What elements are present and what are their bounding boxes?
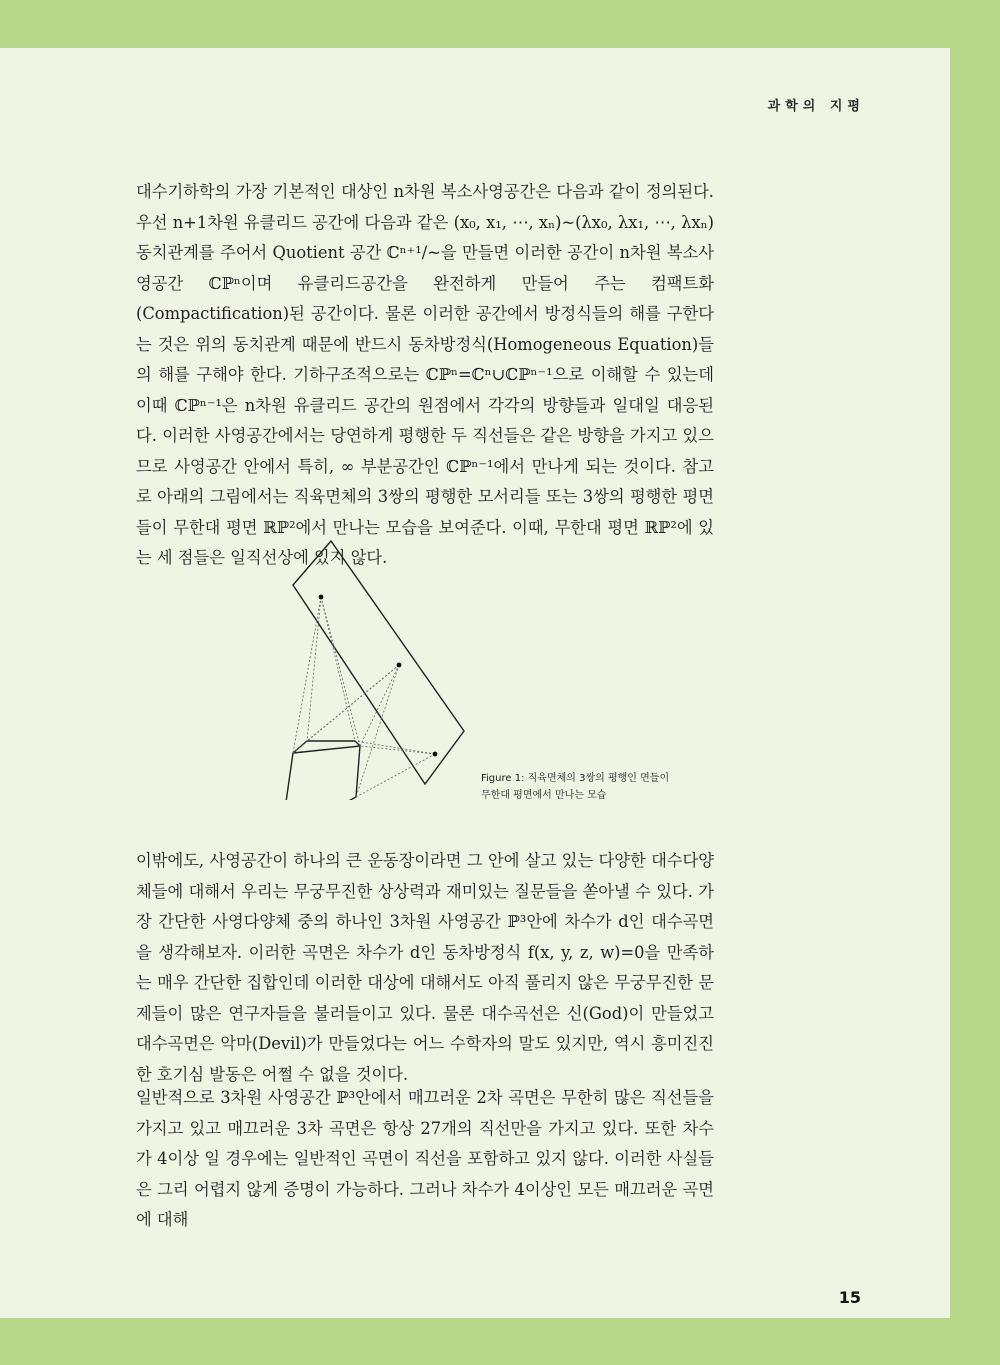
- box-front-face: [281, 746, 360, 800]
- figure-caption-line-2: 무한대 평면에서 만나는 모습: [481, 790, 607, 801]
- figure-caption: [481, 770, 669, 804]
- page-sheet: [0, 48, 950, 1318]
- paragraph-2: 이밖에도, 사영공간이 하나의 큰 운동장이라면 그 안에 살고 있는 다양한 대수다양체들에 대해서 우리는 무궁무진한 상상력과 재미있는 질문들을 쏟아낼 수 있다. 가장 간단한 사영다양체 중의 하나인 3차원 사영공간 ℙ³안에 차수가 d인 대수곡면을 생각해보자. 이러한 곡면은 차수가 d인 동차방정식 f(x, y, z, w)=0을 만족하는 매우 간단한 집합인데 이러한 대상에 대해서도 아직 풀리지 않은 무궁무진한 문제들이 많은 연구자들을 불러들이고 있다. 물론 대수곡선은 신(God)이 만들었고 대수곡면은 악마(Devil)가 만들었다는 어느 수학자의 말도 있지만, 역시 흥미진진한 호기심 발동은 어쩔 수 없을 것이다.: [136, 851, 714, 1084]
- running-header: 과학의 지평: [767, 99, 865, 114]
- paragraph-3: 일반적으로 3차원 사영공간 ℙ³안에서 매끄러운 2차 곡면은 무한히 많은 직선들을 가지고 있고 매끄러운 3차 곡면은 항상 27개의 직선만을 가지고 있다. 또한 차수가 4이상 일 경우에는 일반적인 곡면이 직선을 포함하고 있지 않다. 이러한 사실들은 그리 어렵지 않게 증명이 가능하다. 그러나 차수가 4이상인 모든 매끄러운 곡면에 대해: [136, 1088, 714, 1229]
- figure-caption-line-1: Figure 1: 직육면체의 3쌍의 평행인 면들이: [481, 773, 670, 784]
- infinity-plane: [293, 541, 464, 784]
- paragraph-1: 대수기하학의 가장 기본적인 대상인 n차원 복소사영공간은 다음과 같이 정의된다. 우선 n+1차원 유클리드 공간에 다음과 같은 (x₀, x₁, ⋯, xₙ)~(λx₀, λx₁, ⋯, λxₙ) 동치관계를 주어서 Quotient 공간 ℂⁿ⁺¹/~을 만들면 이러한 공간이 n차원 복소사영공간 ℂℙⁿ이며 유클리드공간을 완전하게 만들어 주는 컴팩트화(Compactification)된 공간이다. 물론 이러한 공간에서 방정식들의 해를 구한다는 것은 위의 동치관계 때문에 반드시 동차방정식(Homogeneous Equation)들의 해를 구해야 한다. 기하구조적으로는 ℂℙⁿ=ℂⁿ∪ℂℙⁿ⁻¹으로 이해할 수 있는데 이때 ℂℙⁿ⁻¹은 n차원 유클리드 공간의 원점에서 각각의 방향들과 일대일 대응된다. 이러한 사영공간에서는 당연하게 평행한 두 직선들은 같은 방향을 가지고 있으므로 사영공간 안에서 특히, ∞ 부분공간인 ℂℙⁿ⁻¹에서 만나게 되는 것이다. 참고로 아래의 그림에서는 직육면체의 3쌍의 평행한 모서리들 또는 3쌍의 평행한 평면들이 무한대 평면 ℝℙ²에서 만나는 모습을 보여준다. 이때, 무한대 평면 ℝℙ²에 있는 세 점들은 일직선상에 있지 않다.: [136, 182, 714, 567]
- vanishing-point-2: [397, 663, 402, 668]
- vanishing-point-3: [433, 752, 438, 757]
- figure-projective-box: [270, 540, 480, 800]
- page-number: 15: [838, 1288, 861, 1307]
- vanishing-point-1: [319, 595, 324, 600]
